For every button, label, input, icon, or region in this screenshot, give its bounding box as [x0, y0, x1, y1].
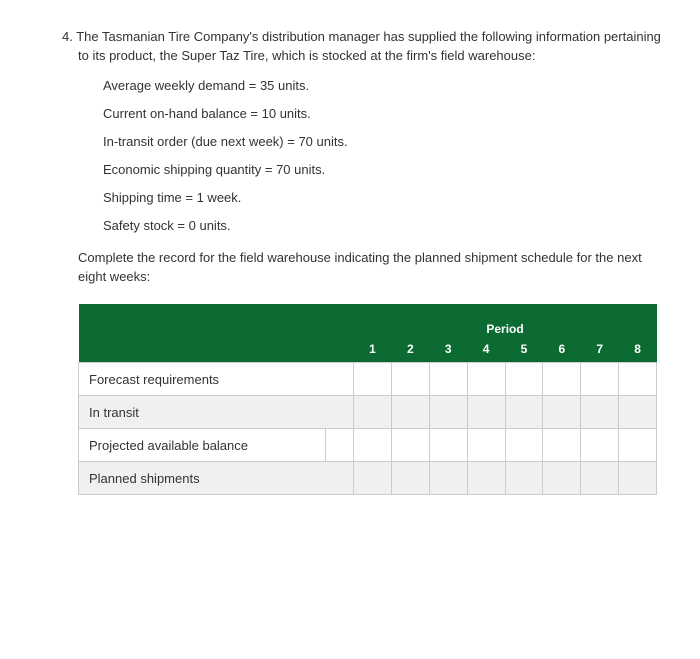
instructions-line-2: eight weeks: — [78, 269, 151, 284]
row-projected-available-balance — [79, 429, 657, 462]
planned-shipments-cell-7[interactable] — [581, 462, 619, 495]
projected-balance-cell-1[interactable] — [354, 429, 392, 462]
in-transit-cell-8[interactable] — [619, 396, 657, 429]
header-periods-row — [79, 336, 657, 363]
projected-balance-cell-7[interactable] — [581, 429, 619, 462]
instructions-line-1: Complete the record for the field warehouse indicating the planned shipment schedule for the next — [78, 250, 642, 265]
period-5-header: 5 — [505, 336, 543, 363]
projected-balance-cell-2[interactable] — [391, 429, 429, 462]
fact-shipping-time: Shipping time = 1 week. — [103, 190, 242, 205]
drp-record-table — [78, 304, 657, 495]
period-2-header: 2 — [391, 336, 429, 363]
facts-list — [103, 76, 348, 244]
question-line-2: to its product, the Super Taz Tire, which is stocked at the firm's field warehouse: — [78, 48, 536, 63]
row-planned-shipments — [79, 462, 657, 495]
planned-shipments-cell-3[interactable] — [429, 462, 467, 495]
in-transit-cell-4[interactable] — [467, 396, 505, 429]
forecast-cell-7[interactable] — [581, 363, 619, 396]
in-transit-cell-6[interactable] — [543, 396, 581, 429]
in-transit-cell-1[interactable] — [354, 396, 392, 429]
projected-balance-cell-3[interactable] — [429, 429, 467, 462]
in-transit-cell-5[interactable] — [505, 396, 543, 429]
projected-balance-cell-8[interactable] — [619, 429, 657, 462]
planned-shipments-cell-6[interactable] — [543, 462, 581, 495]
forecast-cell-2[interactable] — [391, 363, 429, 396]
period-7-header: 7 — [581, 336, 619, 363]
forecast-cell-3[interactable] — [429, 363, 467, 396]
header-period-row — [79, 304, 657, 336]
question-text — [62, 27, 662, 65]
fact-current-on-hand: Current on-hand balance = 10 units. — [103, 106, 311, 121]
instructions-text — [78, 248, 658, 286]
question-number: 4. — [62, 29, 73, 44]
fact-average-weekly-demand: Average weekly demand = 35 units. — [103, 78, 310, 93]
header-blank — [79, 304, 354, 336]
row-in-transit — [79, 396, 657, 429]
planned-shipments-cell-2[interactable] — [391, 462, 429, 495]
forecast-cell-8[interactable] — [619, 363, 657, 396]
projected-balance-cell-6[interactable] — [543, 429, 581, 462]
planned-shipments-cell-8[interactable] — [619, 462, 657, 495]
fact-safety-stock: Safety stock = 0 units. — [103, 218, 231, 233]
forecast-cell-1[interactable] — [354, 363, 392, 396]
row-label-projected-available-balance: Projected available balance — [79, 429, 326, 462]
row-forecast-requirements — [79, 363, 657, 396]
fact-economic-shipping-quantity: Economic shipping quantity = 70 units. — [103, 162, 326, 177]
projected-balance-cell-5[interactable] — [505, 429, 543, 462]
header-blank-2 — [79, 336, 354, 363]
period-8-header: 8 — [619, 336, 657, 363]
in-transit-cell-2[interactable] — [391, 396, 429, 429]
forecast-cell-5[interactable] — [505, 363, 543, 396]
in-transit-cell-7[interactable] — [581, 396, 619, 429]
forecast-cell-4[interactable] — [467, 363, 505, 396]
row-label-planned-shipments: Planned shipments — [79, 462, 354, 495]
row-label-forecast-requirements: Forecast requirements — [79, 363, 354, 396]
forecast-cell-6[interactable] — [543, 363, 581, 396]
projected-balance-initial-cell[interactable] — [326, 429, 354, 462]
period-4-header: 4 — [467, 336, 505, 363]
period-6-header: 6 — [543, 336, 581, 363]
planned-shipments-cell-5[interactable] — [505, 462, 543, 495]
fact-in-transit-order: In-transit order (due next week) = 70 units. — [103, 134, 348, 149]
question-line-1 — [62, 27, 662, 46]
period-header: Period — [354, 304, 657, 336]
question-line-1-text: The Tasmanian Tire Company's distribution manager has supplied the following information pertaining — [76, 29, 661, 44]
row-label-in-transit: In transit — [79, 396, 354, 429]
period-3-header: 3 — [429, 336, 467, 363]
projected-balance-cell-4[interactable] — [467, 429, 505, 462]
planned-shipments-cell-1[interactable] — [354, 462, 392, 495]
planned-shipments-cell-4[interactable] — [467, 462, 505, 495]
period-1-header: 1 — [354, 336, 392, 363]
in-transit-cell-3[interactable] — [429, 396, 467, 429]
